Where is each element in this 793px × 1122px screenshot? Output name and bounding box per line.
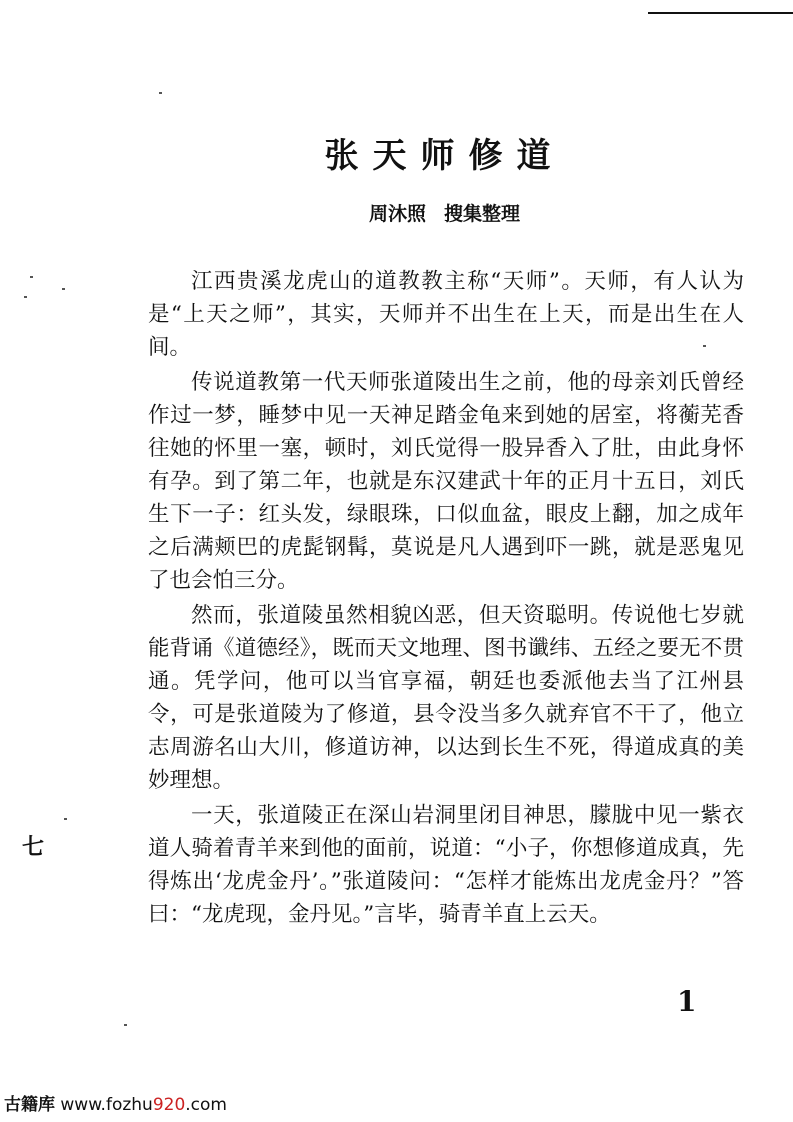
site-watermark (4, 1090, 227, 1115)
author-role: 搜集整理 (444, 203, 521, 225)
watermark-site-name: 古籍库 (4, 1095, 55, 1115)
page-title: 张天师修道 (324, 136, 565, 176)
page-number: 1 (677, 985, 697, 1018)
scan-speck (64, 818, 67, 820)
scan-speck (30, 276, 33, 278)
scan-speck (124, 1024, 127, 1026)
paragraph: 然而，张道陵虽然相貌凶恶，但天资聪明。传说他七岁就能背诵《道德经》，既而天文地理、图书谶纬、五经之要无不贯通。凭学问，他可以当官享福，朝廷也委派他去当了江州县令，可是张道陵为了修道，县令没当多久就弃官不干了，他立志周游名山大川，修道访神，以达到长生不死，得道成真的美妙理想。 (148, 603, 744, 793)
author-name: 周沐照 (368, 203, 426, 225)
watermark-url-prefix: www.fozhu (60, 1095, 153, 1115)
scan-speck (24, 296, 27, 298)
top-edge-rule (648, 12, 793, 14)
scan-speck (159, 92, 162, 94)
scan-speck (62, 288, 65, 290)
author-line (0, 199, 793, 226)
watermark-url-number: 920 (152, 1095, 186, 1115)
paragraph: 江西贵溪龙虎山的道教教主称“天师”。天师，有人认为是“上天之师”，其实，天师并不出生在上天，而是出生在人间。 (148, 269, 744, 360)
article-body (148, 265, 744, 933)
paragraph: 传说道教第一代天师张道陵出生之前，他的母亲刘氏曾经作过一梦，睡梦中见一天神足踏金龟来到她的居室，将蘅芜香往她的怀里一塞，顿时，刘氏觉得一股异香入了肚，由此身怀有孕。到了第二年，也就是东汉建武十年的正月十五日，刘氏生下一子：红头发，绿眼珠，口似血盆，眼皮上翻，加之成年之后满颊巴的虎髭钢髯，莫说是凡人遇到吓一跳，就是恶鬼见了也会怕三分。 (148, 370, 744, 593)
margin-character: 七 (22, 834, 45, 860)
watermark-url-suffix: .com (185, 1095, 227, 1115)
paragraph: 一天，张道陵正在深山岩洞里闭目神思，朦胧中见一紫衣道人骑着青羊来到他的面前，说道：“小子，你想修道成真，先得炼出‘龙虎金丹’。”张道陵问：“怎样才能炼出龙虎金丹？”答曰：“龙虎现，金丹见。”言毕，骑青羊直上云天。 (148, 803, 744, 927)
